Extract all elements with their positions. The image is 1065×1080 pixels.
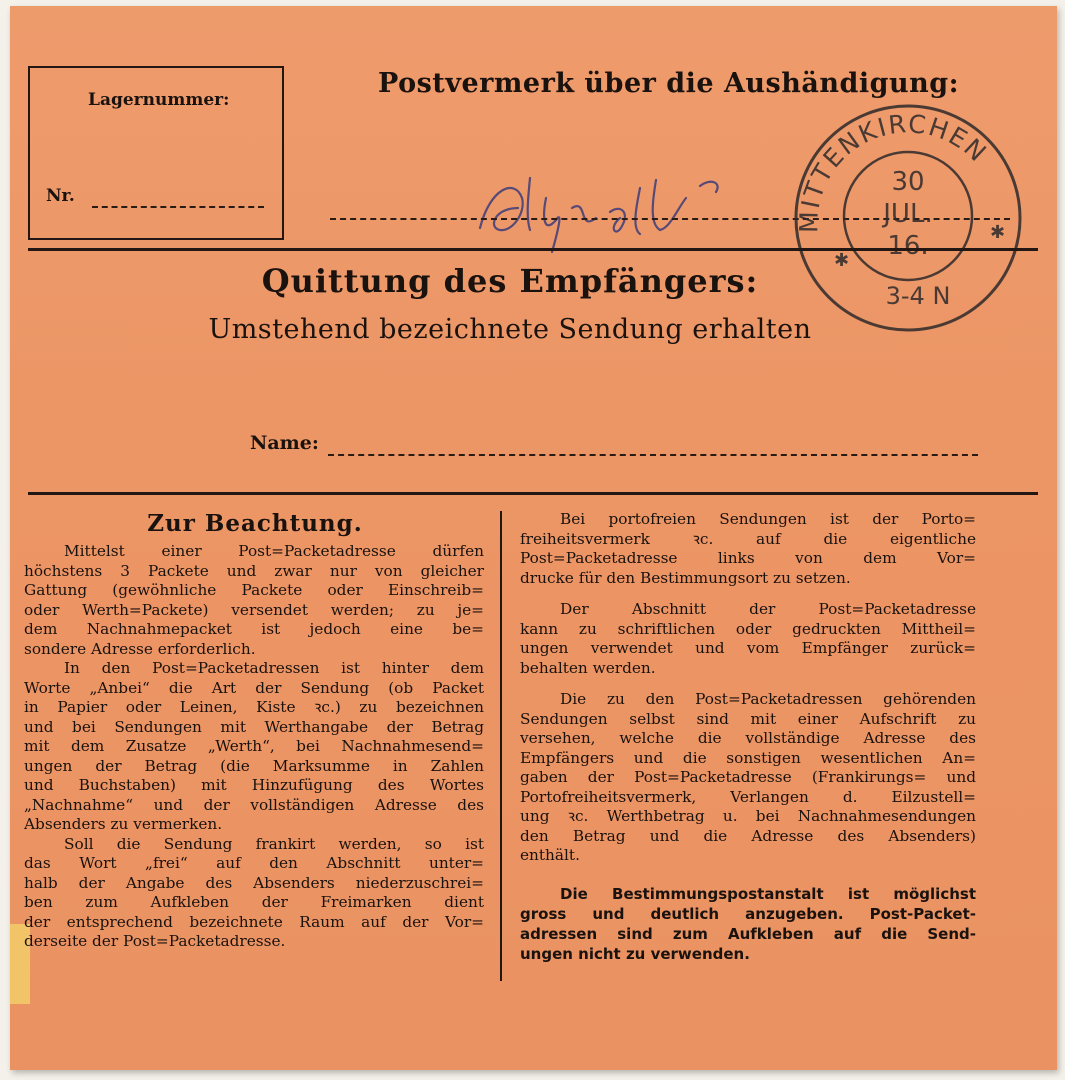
notice-bold-paragraph (520, 884, 976, 964)
notice-line: Empfängers und die sonstigen wesentlichen An= (520, 748, 976, 767)
notice-right-column (520, 510, 976, 964)
recipient-name-line (328, 454, 978, 456)
notice-line: das Wort „frei“ auf den Abschnitt unter= (24, 854, 484, 872)
notice-line: ungen der Betrag (die Marksumme in Zahlen (24, 756, 484, 775)
column-divider (500, 511, 502, 981)
notice-paragraph (24, 659, 484, 835)
notice-line: den Betrag und die Adresse des Absenders) (520, 826, 976, 845)
notice-line: höchstens 3 Packete und zwar nur von gleicher (24, 561, 484, 580)
notice-paragraph (520, 600, 976, 678)
notice-paragraph (520, 510, 976, 588)
divider-rule (28, 248, 1038, 251)
storage-number-box (28, 66, 284, 240)
parcel-card-back (10, 6, 1057, 1070)
notice-line: Worte „Anbei“ die Art der Sendung (ob Packet (24, 678, 484, 697)
postmark-time: 3-4 N (885, 282, 951, 310)
notice-line: mit dem Zusatze „Werth“, bei Nachnahmesend= (24, 737, 484, 755)
notice-line: Post=Packetadresse links von dem Vor= (520, 549, 976, 567)
notice-line: freiheitsvermerk ꝛc. auf die eigentliche (520, 529, 976, 548)
notice-line: Portofreiheitsvermerk, Verlangen d. Eilzustell= (520, 787, 976, 806)
notice-line: Die Bestimmungspostanstalt ist möglichst (560, 884, 976, 903)
number-label: Nr. (46, 186, 75, 206)
notice-line: gross und deutlich anzugeben. Post-Packet- (520, 904, 976, 923)
recipient-name-label: Name: (250, 432, 319, 454)
notice-line: „Nachnahme“ und der vollständigen Adresse des (24, 795, 484, 814)
notice-paragraph (24, 542, 484, 659)
notice-line: gaben der Post=Packetadresse (Frankirungs= und (520, 768, 976, 786)
notice-line: Absenders zu vermerken. (24, 815, 223, 833)
notice-line: Die zu den Post=Packetadressen gehörenden (560, 690, 976, 708)
notice-paragraph (24, 835, 484, 952)
notice-line: der entsprechend bezeichnete Raum auf der Vor= (24, 912, 484, 931)
number-dotted-line (92, 206, 264, 208)
notice-line: in Papier oder Leinen, Kiste ꝛc.) zu bezeichnen (24, 698, 484, 716)
notice-line: Mittelst einer Post=Packetadresse dürfen (64, 542, 484, 560)
notice-line: und Buchstaben) mit Hinzufügung des Wortes (24, 776, 484, 794)
notice-line: oder Werth=Packete) versendet werden; zu je= (24, 600, 484, 619)
postmark-day: 30 (891, 167, 925, 197)
receipt-title: Quittung des Empfängers: (261, 262, 759, 300)
notice-line: ungen nicht zu verwenden. (520, 944, 750, 963)
notice-line: behalten werden. (520, 658, 656, 677)
notice-paragraph (520, 690, 976, 866)
postmark-year: 16. (887, 231, 929, 261)
handwritten-signature (460, 168, 780, 258)
notice-line: dem Nachnahmepacket ist jedoch eine be= (24, 620, 484, 638)
notice-line: Sendungen selbst sind mit einer Aufschrift zu (520, 709, 976, 728)
notice-line: Gattung (gewöhnliche Packete oder Einschreib= (24, 581, 484, 599)
notice-line: adressen sind zum Aufkleben auf die Send- (520, 924, 976, 943)
postmark-star-icon: ✱ (990, 222, 1006, 243)
delivery-note-title: Postvermerk über die Aushändigung: (378, 68, 960, 99)
receipt-subtitle: Umstehend bezeichnete Sendung erhalten (208, 314, 812, 345)
notice-title: Zur Beachtung. (147, 510, 363, 537)
notice-line: ben zum Aufkleben der Freimarken dient (24, 893, 484, 911)
postmark-star-icon: ✱ (834, 250, 850, 271)
notice-line: derseite der Post=Packetadresse. (24, 932, 286, 950)
notice-line: drucke für den Bestimmungsort zu setzen. (520, 568, 851, 587)
notice-line: versehen, welche die vollständige Adresse des (520, 729, 976, 747)
postmark-place: MITTENKIRCHEN (794, 109, 994, 234)
notice-line: Der Abschnitt der Post=Packetadresse (560, 600, 976, 618)
notice-line: ung ꝛc. Werthbetrag u. bei Nachnahmesendungen (520, 807, 976, 825)
notice-line: Soll die Sendung frankirt werden, so ist (64, 834, 484, 853)
divider-rule (28, 492, 1038, 495)
notice-line: und bei Sendungen mit Werthangabe der Betrag (24, 717, 484, 736)
notice-line: kann zu schriftlichen oder gedruckten Mittheil= (520, 619, 976, 638)
notice-left-column (24, 542, 484, 952)
postmark-stamp (778, 98, 1028, 348)
notice-line: In den Post=Packetadressen ist hinter dem (64, 659, 484, 677)
notice-line: ungen verwendet und vom Empfänger zurück= (520, 639, 976, 657)
postmark-month: JUL. (883, 199, 933, 229)
storage-number-label: Lagernummer: (88, 90, 230, 110)
notice-line: Bei portofreien Sendungen ist der Porto= (560, 510, 976, 528)
notice-line: enthält. (520, 846, 580, 864)
notice-line: halb der Angabe des Absenders niederzuschrei= (24, 873, 484, 892)
notice-line: sondere Adresse erforderlich. (24, 639, 256, 658)
